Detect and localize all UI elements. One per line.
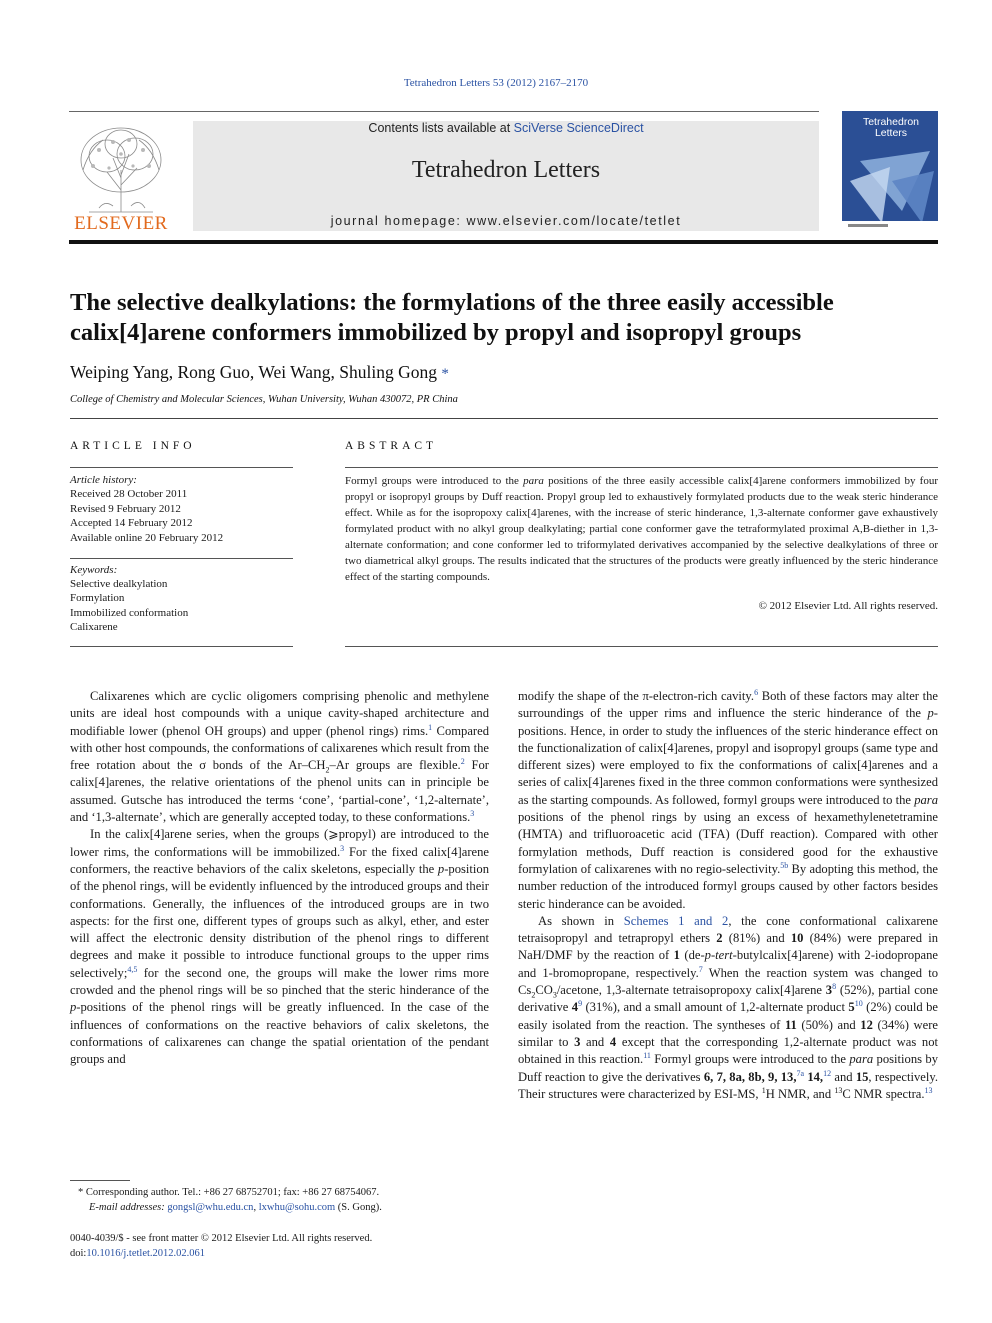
- email-suffix: (S. Gong).: [335, 1201, 382, 1213]
- subscript: 2: [531, 990, 536, 1000]
- email-link[interactable]: gongsl@whu.edu.cn: [167, 1201, 254, 1213]
- reference-link[interactable]: 7a: [796, 1068, 805, 1078]
- reference-link[interactable]: 6: [754, 687, 759, 697]
- compound-number: 4: [571, 1000, 579, 1015]
- text-run: positions of the phenol rings by using an excess of hexamethylenetetramine (HMTA) and trifluoroacetic acid (TFA) (Duff reaction). Compared with other formylation methods, Duff reaction is considered good for the exhaustive formylation of calixarenes with no regio-selectivity.: [518, 810, 938, 876]
- reference-link[interactable]: 13: [924, 1085, 933, 1095]
- article-info-rule: [70, 467, 293, 468]
- article-info-bottom-rule: [70, 646, 293, 647]
- compound-number: 3: [574, 1034, 581, 1049]
- reference-link[interactable]: 4,5: [127, 964, 138, 974]
- affiliation: College of Chemistry and Molecular Sciences, Wuhan University, Wuhan 430072, PR China: [70, 394, 458, 405]
- contents-available-line: [193, 121, 819, 135]
- text-run: (de-: [679, 948, 705, 963]
- reference-link[interactable]: 7: [698, 964, 703, 974]
- email-separator: ,: [253, 1201, 259, 1213]
- header-bottom-rule: [69, 240, 938, 244]
- text-run: CO: [535, 983, 553, 998]
- compound-number: 5: [848, 1000, 855, 1015]
- abstract-rule: [345, 467, 938, 468]
- elsevier-wordmark: ELSEVIER: [74, 213, 168, 234]
- text-run: (34%) were similar to: [518, 1017, 938, 1049]
- text-run: modify the shape of the π-electron-rich cavity.: [518, 689, 755, 703]
- text-run: For calix[4]arenes, the relative orientations of the phenol units can in principle be assumed. Gutsche has introduced the terms ‘cone’, ‘partial-cone’, ‘1,2-alternate’, and ‘1,3-alternate’, which are generally accepted today, to these conformations.: [70, 758, 489, 825]
- email-label: E-mail addresses:: [89, 1201, 165, 1213]
- reference-link[interactable]: 9: [578, 999, 583, 1009]
- body-paragraph: [518, 688, 938, 913]
- history-online: Available online 20 February 2012: [70, 531, 224, 544]
- history-label: Article history:: [70, 474, 137, 486]
- article-title-line1: The selective dealkylations: the formylations of the three easily accessible: [70, 289, 834, 316]
- text-run: (31%), and a small amount of 1,2-alternate product: [582, 1000, 849, 1015]
- compound-number: 12: [860, 1017, 873, 1032]
- footnote-mark: *: [78, 1187, 84, 1198]
- cover-title-line2: Letters: [874, 127, 908, 139]
- doi-label: doi:: [70, 1247, 87, 1259]
- reference-link[interactable]: 1: [428, 722, 433, 732]
- text-run: (84%) were prepared in NaH/DMF by the reaction of: [518, 931, 939, 963]
- body-paragraph: [70, 688, 489, 826]
- homepage-prefix: journal homepage:: [330, 214, 467, 228]
- footnote: [70, 1186, 490, 1215]
- reference-link[interactable]: 5b: [780, 860, 789, 870]
- abstract-copyright: © 2012 Elsevier Ltd. All rights reserved.: [758, 600, 938, 612]
- corresponding-author-note: [70, 1186, 490, 1201]
- keyword-item: Formylation: [70, 592, 125, 605]
- superscript: 13: [834, 1085, 843, 1095]
- text-run: and: [580, 1034, 610, 1049]
- text-run: –Ar groups are flexible.: [329, 758, 461, 773]
- compound-number: 11: [784, 1017, 797, 1032]
- cover-title: [846, 117, 936, 139]
- text-run: In the calix[4]arene series, when the groups (⩾propyl) are introduced to the lower rims, the conformations will be immobilized.: [70, 827, 489, 859]
- text-run: (50%) and: [796, 1017, 861, 1032]
- abstract-para-italic: para: [523, 475, 544, 487]
- compound-number: 6, 7, 8a, 8b, 9, 13,: [703, 1069, 797, 1084]
- reference-link[interactable]: 8: [832, 981, 837, 991]
- history-accepted: Accepted 14 February 2012: [70, 517, 193, 530]
- abstract-part: Formyl groups were introduced to the: [345, 475, 524, 487]
- text-run: H NMR, and: [765, 1086, 835, 1101]
- superscript: 1: [761, 1085, 766, 1095]
- contents-prefix: Contents lists available at: [368, 121, 514, 135]
- page-footer: [70, 1232, 490, 1261]
- reference-link[interactable]: 3: [470, 808, 475, 818]
- author-list: [70, 362, 449, 383]
- text-run: /acetone, 1,3-alternate tetraisopropoxy calix[4]arene: [556, 983, 826, 998]
- text-run: (81%) and: [722, 931, 791, 946]
- reference-link[interactable]: 2: [460, 757, 465, 766]
- authors-text: Weiping Yang, Rong Guo, Wei Wang, Shuling Gong: [70, 362, 438, 382]
- history-received: Received 28 October 2011: [70, 488, 188, 501]
- article-title: [70, 288, 930, 348]
- compound-number: 10: [790, 931, 804, 946]
- keyword-item: Calixarene: [70, 620, 118, 633]
- body-paragraph: [518, 913, 938, 1103]
- footnote-text: Corresponding author. Tel.: +86 27 68752701; fax: +86 27 68754067.: [83, 1187, 380, 1198]
- text-run: (2%) could be easily isolated from the reaction. The syntheses of: [518, 1000, 938, 1032]
- text-run: As shown in: [538, 913, 624, 928]
- keyword-item: Immobilized conformation: [70, 606, 189, 619]
- compound-number: 1: [673, 948, 680, 963]
- abstract-part: positions of the three easily accessible calix[4]arene conformers immobilized by four propyl or isopropyl groups by Duff reaction. Propyl group led to exhaustively formylated products due to the weak steric hinderance effect. While as for the isopropoxy calix[4]arenes, with the increase of steric hinderance, 1,3-alternate conformer gave exhaustively formylated product with no alkyl group dealkylating; partial cone conformer gave the tetraformylated proximal A,B-diether in 1,3-alternate conformation; and cone conformer led to triformylated derivatives accompanied by the selective dealkylations of three or two diametrical alkyl groups. The results indicated that the structures of the products were greatly influenced by the steric hinderance effect of the starting compounds.: [345, 475, 939, 583]
- abstract-heading: ABSTRACT: [345, 440, 438, 452]
- article-title-line2: calix[4]arene conformers immobilized by propyl and isopropyl groups: [70, 319, 802, 346]
- text-run: and: [831, 1069, 856, 1084]
- compound-number: 2: [716, 931, 723, 946]
- text-run: Formyl groups were introduced to the: [650, 1052, 850, 1067]
- subscript: 3: [552, 990, 557, 1000]
- subscript: 2: [325, 765, 330, 775]
- text-run: Calixarenes which are cyclic oligomers comprising phenolic and methylene units are ideal host compounds with a unique cavity-shaped architecture and modifiable lower (phenol OH groups) and upper (phenol rings) rims.: [70, 689, 489, 738]
- text-run: -positions. Hence, in order to study the influences of the steric hinderance effect on the functionalization of calix[4]arenes, propyl and isopropyl groups (same type and different sizes) were employed to fix the conformations of calix[4]arenes and a series of calix[4]arenes fixed in the three common conformations were synthesized as the starting compounds. As followed, formyl groups were introduced to the: [518, 706, 939, 807]
- text-run: -positions of the phenol rings will be greatly influenced. In the case of the influences of conformations on the reactive behaviors of calix skeletons, the conformations of calixarenes can change the spatial orientation of the pendant groups and: [70, 1000, 489, 1067]
- text-run: Both of these factors may alter the surroundings of the upper rims and influence the steric hinderance of the: [518, 689, 939, 721]
- keywords-block: [70, 563, 293, 634]
- reference-link[interactable]: 11: [643, 1051, 651, 1061]
- text-run: , the cone conformational calixarene tetraisopropyl and tetrapropyl ethers: [518, 913, 938, 946]
- compound-number: 4: [609, 1034, 617, 1049]
- text-run: positions by Duff reaction to give the derivatives: [518, 1052, 938, 1084]
- cover-title-line1: Tetrahedron: [862, 116, 920, 128]
- abstract-text: [345, 473, 938, 585]
- reference-link[interactable]: 3: [340, 843, 345, 853]
- text-run: For the fixed calix[4]arene conformers, the reactive behaviors of the calix skeletons, especially the: [70, 844, 489, 876]
- text-run: Compared with other host compounds, the conformations of calixarenes which result from the free rotation about the σ bonds of the Ar–CH: [70, 723, 490, 773]
- body-column-right: [518, 688, 938, 1103]
- doi-line: [70, 1247, 490, 1262]
- article-history: [70, 473, 293, 545]
- journal-title: Tetrahedron Letters: [411, 157, 601, 183]
- compound-number: 3: [825, 983, 833, 998]
- text-run: -position of the phenol rings, will be evidently influenced by the introduced groups and their conformations. Generally, the influences of the introduced groups are in two aspects: for the first one, different types of groups such as alkyl, ether, and ester will affect the electronic density distribution of the phenol rings to different degrees and make it possible to introduce functional groups to the upper rims selectively;: [70, 861, 489, 980]
- keyword-item: Selective dealkylation: [70, 578, 168, 591]
- journal-cover-thumbnail[interactable]: [842, 111, 938, 231]
- abstract-bottom-rule: [345, 646, 938, 647]
- issn-line: 0040-4039/$ - see front matter © 2012 Elsevier Ltd. All rights reserved.: [70, 1233, 373, 1244]
- compound-number: 14,: [804, 1069, 824, 1084]
- text-run: for the second one, the groups will make the lower rims more crowded and the phenol rings will be so pinched that the steric hinderance of the: [70, 965, 489, 998]
- email-note: [70, 1201, 490, 1216]
- italic-run: p: [70, 1000, 77, 1015]
- affiliation-rule: [70, 418, 938, 419]
- keywords-label: Keywords:: [70, 564, 118, 576]
- sciencedirect-link[interactable]: SciVerse ScienceDirect: [513, 121, 644, 135]
- journal-homepage-line: [193, 214, 819, 228]
- italic-run: p: [927, 706, 934, 721]
- text-run: except that the corresponding 1,2-alternate product was not obtained in this reaction.: [518, 1034, 938, 1067]
- journal-citation[interactable]: Tetrahedron Letters 53 (2012) 2167–2170: [403, 77, 589, 89]
- reference-link[interactable]: 10: [854, 999, 863, 1009]
- keywords-rule: [70, 558, 293, 559]
- text-run: C NMR spectra.: [842, 1086, 925, 1101]
- text-run: -butylcalix[4]arene) with 2-iodopropane and 1-bromopropane, respectively.: [518, 948, 938, 980]
- text-run: By adopting this method, the number reduction of the introduced formyl groups caused by other factors besides steric hinderance can be avoided.: [518, 861, 938, 911]
- homepage-url[interactable]: www.elsevier.com/locate/tetlet: [466, 214, 682, 228]
- reference-link[interactable]: 12: [823, 1068, 832, 1078]
- italic-run: para: [914, 792, 938, 807]
- italic-run: p: [437, 861, 445, 876]
- header-top-rule: [69, 111, 819, 112]
- history-revised: Revised 9 February 2012: [70, 502, 181, 515]
- text-run: When the reaction system was changed to Cs: [518, 965, 938, 998]
- compound-number: 15: [855, 1069, 869, 1084]
- schemes-link[interactable]: Schemes 1 and 2: [623, 913, 729, 928]
- email-link[interactable]: lxwhu@sohu.com: [258, 1201, 336, 1213]
- text-run: , respectively. Their structures were characterized by ESI-MS,: [518, 1069, 938, 1101]
- body-column-left: [70, 688, 489, 1069]
- doi-link[interactable]: 10.1016/j.tetlet.2012.02.061: [86, 1247, 206, 1259]
- corresponding-author-mark[interactable]: *: [441, 366, 449, 382]
- footnote-rule: [70, 1180, 130, 1181]
- body-paragraph: [70, 826, 489, 1068]
- text-run: (52%), partial cone derivative: [518, 983, 939, 1015]
- italic-run: para: [849, 1052, 874, 1067]
- article-info-heading: ARTICLE INFO: [70, 440, 196, 452]
- italic-run: p-tert: [704, 948, 733, 963]
